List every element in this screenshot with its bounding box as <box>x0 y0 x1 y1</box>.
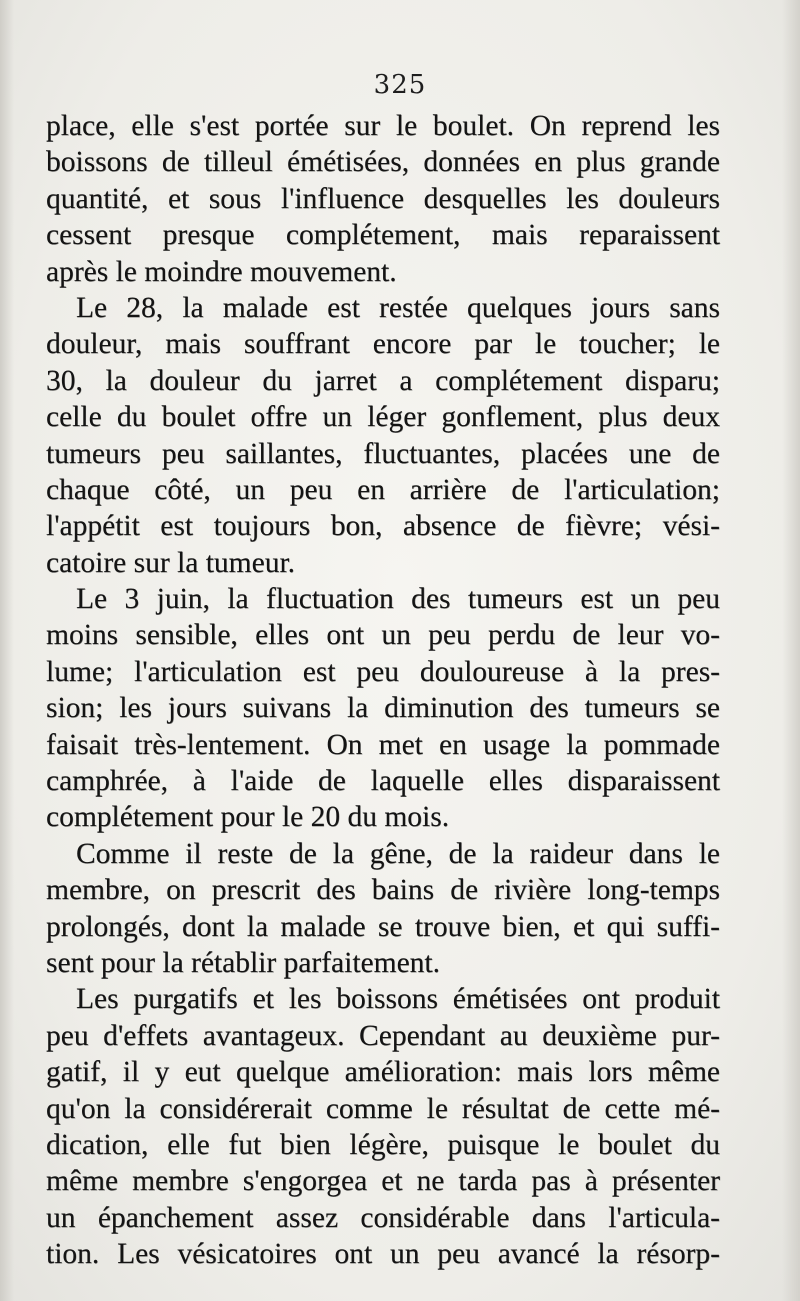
text-line: dication, elle fut bien légère, puisque le boulet du <box>46 1128 720 1161</box>
page-number: 325 <box>373 70 427 100</box>
text-line: boissons de tilleul émétisées, données en plus grande <box>46 146 720 179</box>
text-line: tion. Les vésicatoires ont un peu avancé la résorp- <box>46 1238 720 1271</box>
text-line: lume; l'articulation est peu douloureuse à la pres- <box>46 655 720 688</box>
page-edge-shadow-left <box>0 0 14 1301</box>
text-line: l'appétit est toujours bon, absence de fièvre; vési- <box>46 510 720 543</box>
text-line: sion; les jours suivans la diminution des tumeurs se <box>46 692 720 725</box>
body-text <box>46 108 720 1273</box>
text-line: même membre s'engorgea et ne tarda pas à présenter <box>46 1165 720 1198</box>
text-line: moins sensible, elles ont un peu perdu de leur vo- <box>46 619 720 652</box>
text-line: sent pour la rétablir parfaitement. <box>46 946 440 979</box>
text-line: prolongés, dont la malade se trouve bien, et qui suffi- <box>46 910 720 943</box>
text-line: après le moindre mouvement. <box>46 255 397 288</box>
text-line: Le 28, la malade est restée quelques jours sans <box>76 291 720 324</box>
text-line: un épanchement assez considérable dans l'articula- <box>46 1201 720 1234</box>
text-line: catoire sur la tumeur. <box>46 546 296 579</box>
text-line: tumeurs peu saillantes, fluctuantes, placées une de <box>46 437 720 470</box>
text-line: Les purgatifs et les boissons émétisées ont produit <box>76 983 720 1016</box>
page-edge-shadow-right <box>782 0 800 1301</box>
text-line: membre, on prescrit des bains de rivière long-temps <box>46 874 720 907</box>
text-line: 30, la douleur du jarret a complétement disparu; <box>46 364 720 397</box>
text-line: gatif, il y eut quelque amélioration: mais lors même <box>46 1056 720 1089</box>
text-line: douleur, mais souffrant encore par le toucher; le <box>46 328 720 361</box>
text-line: cessent presque complétement, mais reparaissent <box>46 219 720 252</box>
text-line: place, elle s'est portée sur le boulet. On reprend les <box>46 110 720 142</box>
text-line: camphrée, à l'aide de laquelle elles disparaissent <box>46 765 720 798</box>
text-line: peu d'effets avantageux. Cependant au deuxième pur- <box>46 1019 720 1052</box>
text-line: complétement pour le 20 du mois. <box>46 801 450 834</box>
text-line: qu'on la considérerait comme le résultat de cette mé- <box>46 1092 720 1125</box>
text-line: faisait très-lentement. On met en usage la pommade <box>46 728 720 761</box>
text-line: quantité, et sous l'influence desquelles les douleurs <box>46 182 720 215</box>
text-line: chaque côté, un peu en arrière de l'articulation; <box>46 473 720 506</box>
text-line: Le 3 juin, la fluctuation des tumeurs est un peu <box>76 583 720 616</box>
text-line: celle du boulet offre un léger gonflement, plus deux <box>46 401 720 434</box>
text-line: Comme il reste de la gêne, de la raideur dans le <box>76 837 720 870</box>
